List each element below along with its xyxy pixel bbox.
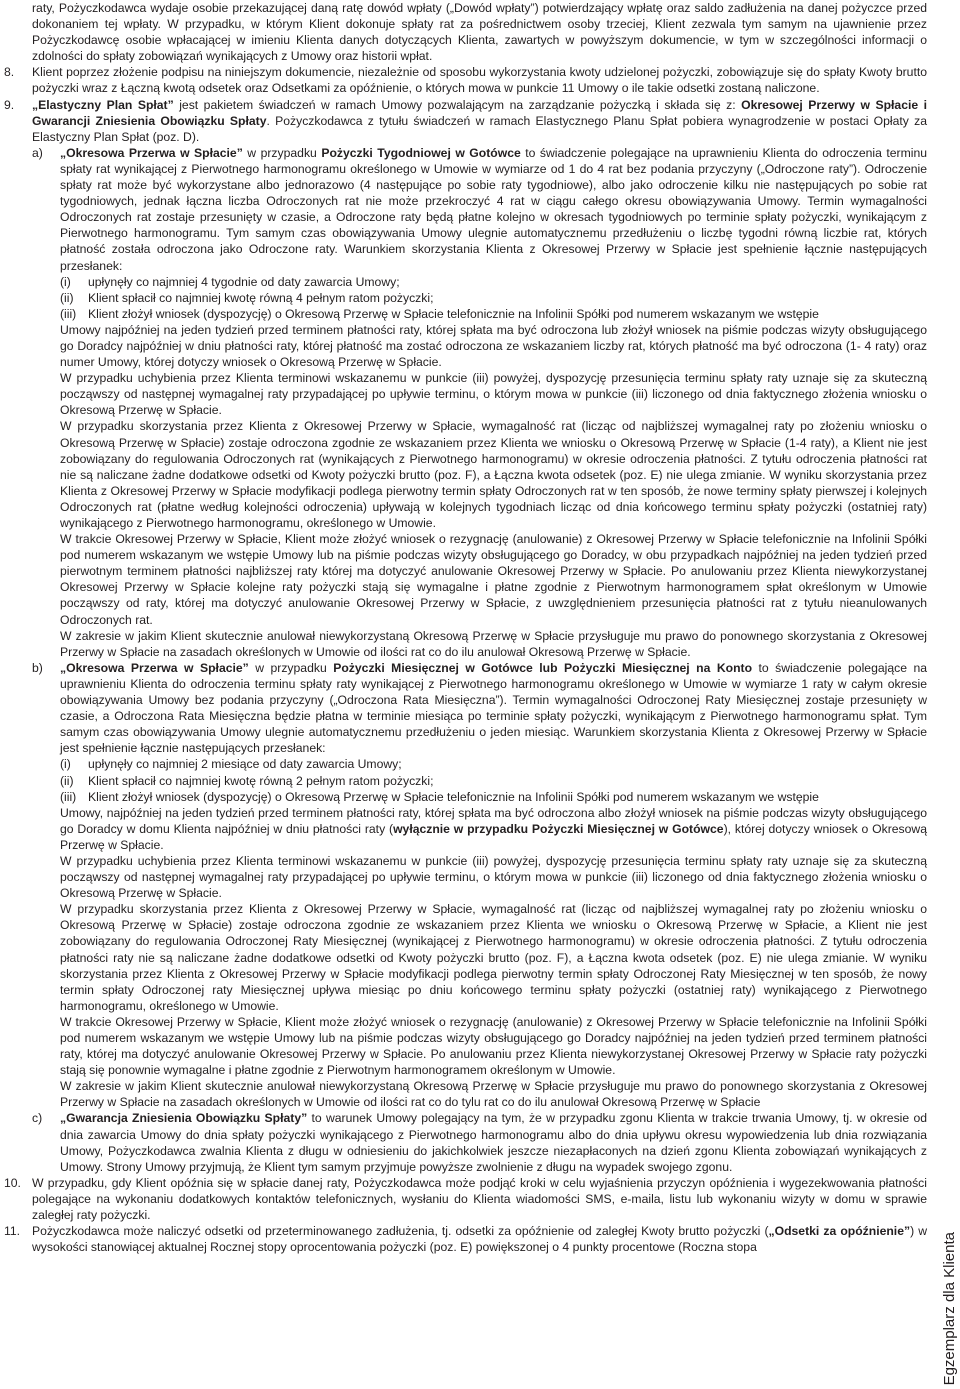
condition-text: Klient spłacił co najmniej kwotę równą 4 pełnym ratom pożyczki; — [88, 290, 434, 305]
text-span: to warunek Umowy polegający na tym, że w przypadku zgonu Klienta w trakcie trwania Umowy, tj. w okresie od dnia zawarcia Umowy do dnia spłaty pożyczki wynikającego z Pierwotnego harmonogramu albo do dnia upływu okresu wypowiedzenia lub dnia rozwiązania Umowy, Pożyczkodawca zwalnia Klienta z długu w odniesieniu do jakichkolwiek jeszcze niezapłaconych na dzień zgonu Klienta zobowiązań wynikających z Umowy. Strony Umowy przyjmują, że Klient tym samym przyjmuje powyższe zwolnienie z długu na wypadek swojego zgonu. — [60, 1111, 928, 1174]
section-b-paragraph: W przypadku uchybienia przez Klienta terminowi wskazanemu w punkcie (iii) powyżej, dyspozycję przesunięcia terminu spłaty raty uznaje się za skuteczną począwszy od następnej wymagalnej raty przypadającej po upływie terminu, o którym mowa w punkcie (iii) liczonego od dnia faktycznego złożenia wniosku o Okresową Przerwę w Spłacie. — [60, 853, 927, 901]
condition-text: upłynęły co najmniej 4 tygodnie od daty zawarcia Umowy; — [88, 274, 400, 289]
paragraph-9 — [4, 97, 927, 145]
condition-label: (ii) — [60, 290, 74, 305]
section-b-paragraph: W zakresie w jakim Klient skutecznie anulował niewykorzystaną Okresową Przerwę w Spłacie przysługuje mu prawo do ponownego skorzystania z Okresowej Przerwy w Spłacie na zasadach określonych w Umowie od ilości rat co do tylu rat co do ilu anulował Okresową Przerwę w Spłacie — [60, 1079, 927, 1110]
text-span: w przypadku — [248, 660, 334, 675]
condition-label: (ii) — [60, 773, 74, 788]
text-span: to świadczenie polegające na uprawnieniu Klienta do odroczenia terminu spłaty raty wynikającej z Pierwotnego harmonogramu określonego w Umowie w wymiarze 1 raty w całym okresie obowiązywania Umowy bez podania przyczyny („Odroczona Rata Miesięczna”). Termin wymagalności Odroczonej Raty Miesięcznej zostaje przesunięty w czasie, a Odroczona Rata Miesięczna będzie płatna w terminie miesiąca po terminie spłaty pożyczki, wynikającym z Pierwotnego harmonogramu spłat. Tym samym czas obowiązywania Umowy ulegnie automatycznemu przedłużeniu o jeden miesiąc. Warunkiem skorzystania Klienta z Okresowej Przerwy w Spłacie jest spełnienie łącznie następujących przesłanek: — [60, 660, 928, 756]
term-bold: Okresowej Przerwy w Spłacie i Gwarancji Zniesienia Obowiązku Spłaty — [32, 97, 928, 128]
term-bold: Pożyczki Miesięcznej w Gotówce lub Pożyczki Miesięcznej na Konto — [333, 660, 753, 675]
section-label: a) — [32, 145, 43, 160]
condition-iii — [4, 789, 927, 805]
condition-text: Klient złożył wniosek (dyspozycję) o Okresową Przerwę w Spłacie telefonicznie na Infolinii Spółki pod numerem wskazanym we wstępie — [88, 789, 819, 804]
condition-text: Klient spłacił co najmniej kwotę równą 2 pełnym ratom pożyczki; — [88, 773, 434, 788]
section-b — [4, 660, 927, 757]
section-text — [60, 1110, 927, 1174]
section-b-paragraph: W trakcie Okresowej Przerwy w Spłacie, Klient może złożyć wniosek o rezygnację (anulowanie) z Okresowej Przerwy w Spłacie telefonicznie na Infolinii Spółki pod numerem wskazanym we wstępie Umowy lub na piśmie podczas wizyty obsługującego go Doradcy najpóźniej na jeden tydzień przed terminem płatności raty, której ma dotyczyć anulowanie Okresowej Przerwy w Spłacie. Po anulowaniu przez Klienta niewykorzystanej Okresowej Przerwy w Spłacie raty pożyczki stają się ponownie wymagalne i płatne zgodnie z Pierwotnym harmonogramem określonym w Umowie. — [60, 1014, 927, 1078]
condition-i — [4, 274, 927, 290]
paragraph-number: 11. — [4, 1224, 21, 1239]
condition-iii — [4, 306, 927, 322]
paragraph-7-continuation: raty, Pożyczkodawca wydaje osobie przekazującej daną ratę dowód wpłaty („Dowód wpłaty”) potwierdzający wpłatę oraz saldo zadłużenia na danej pożyczce przed dokonaniem tej wpłaty. W przypadku, w którym Klient dokonuje spłaty rat za pośrednictwem osoby trzeciej, Klient zezwala tym samym na ujawnienie przez Pożyczkodawcę osobie wpłacającej w imieniu Klienta danych dotyczących Klienta, zawartych w powyższym dokumencie, w tym w szczególności informacji o zdolności do spłaty zobowiązań wynikających z Umowy oraz historii wpłat. — [32, 1, 927, 64]
paragraph-11 — [4, 1223, 927, 1255]
text-span: Umowy, najpóźniej na jeden tydzień przed terminem płatności raty, której spłata ma być odroczona albo złożył wniosek na piśmie podczas wizyty obsługującego go Doradcy w domu Klienta najpóźniej w dniu płatności raty ( — [60, 805, 927, 836]
condition-label: (i) — [60, 757, 71, 772]
paragraph-number: 10. — [4, 1175, 21, 1190]
section-label: c) — [32, 1111, 43, 1126]
condition-i — [4, 756, 927, 772]
paragraph-text: Klient poprzez złożenie podpisu na niniejszym dokumencie, niezależnie od sposobu wykorzystania kwoty udzielonej pożyczki, zobowiązuje się do spłaty Kwoty brutto pożyczki wraz z Łączną kwotą odsetek oraz Odsetkami za opóźnienie, o których mowa w punkcie 11 Umowy o ile takie odsetki zostaną naliczone. — [32, 65, 927, 96]
text-span: . Pożyczkodawca z tytułu świadczeń w ramach Elastycznego Planu Spłat pobiera wynagrodzenie w postaci Opłaty za Elastyczny Plan Spłat (poz. D). — [32, 113, 927, 144]
section-text — [60, 660, 927, 757]
side-label: Egzemplarz dla Klienta — [940, 1231, 958, 1385]
text-span: ), której dotyczy wniosek o Okresową Przerwę w Spłacie. — [60, 821, 927, 852]
section-label: b) — [32, 660, 43, 675]
paragraph-text — [32, 1223, 927, 1255]
section-a-paragraph: W przypadku skorzystania przez Klienta z Okresowej Przerwy w Spłacie, wymagalność rat (licząc od najbliższej wymagalnej raty po złożeniu wniosku o Okresową Przerwę w Spłacie) zostaje odroczona zgodnie ze wskazaniem przez Klienta we wniosku o Okresową Przerwę w Spłacie (1-4 raty), a Klient nie jest zobowiązany do regulowania Odroczonych rat (wynikających z Pierwotnego harmonogramu) w okresie odroczenia płatności. Z tytułu odroczenia płatności rat nie są naliczane żadne dodatkowe odsetki od Kwoty pożyczki brutto (poz. F), a Łączna kwota odsetek (poz. E) nie ulega zmianie. W wyniku skorzystania przez Klienta z Okresowej Przerwy w Spłacie modyfikacji podlega pierwotny termin spłaty Odroczonych rat w ten sposób, że nowe terminy spłaty pierwszej i kolejnych Odroczonych rat (płatne według kolejności odroczenia) upływają w kolejnych tygodniach licząc od dnia końcowego terminu spłaty pożyczki (ostatniej raty) wynikającego z Pierwotnego harmonogramu, określonego w Umowie. — [60, 419, 927, 530]
section-text — [60, 145, 927, 274]
section-a — [4, 145, 927, 274]
condition-iii-continuation — [4, 805, 927, 853]
section-a-paragraph: W zakresie w jakim Klient skutecznie anulował niewykorzystaną Okresową Przerwę w Spłacie przysługuje mu prawo do ponownego skorzystania z Okresowej Przerwy w Spłacie na zasadach określonych w Umowie od ilości rat co do ilu anulował Okresową Przerwę w Spłacie. — [60, 628, 927, 659]
term-bold: „Odsetki za opóźnienie” — [768, 1224, 911, 1239]
text-span: ) w wysokości stanowiącej aktualnej Rocznej stopy oprocentowania pożyczki (poz. E) powiększonej o 4 punkty procentowe (Roczna stopa — [32, 1224, 928, 1255]
section-b-paragraph: W przypadku skorzystania przez Klienta z Okresowej Przerwy w Spłacie, wymagalność rat (licząc od najbliższej wymagalnej raty po złożeniu wniosku o Okresową Przerwę w Spłacie) zostaje odroczona zgodnie ze wskazaniem przez Klienta we wniosku o Okresową Przerwę w Spłacie, a Klient nie jest zobowiązany do regulowania Odroczonej Raty Miesięcznej (wynikającej z Pierwotnego harmonogramu) w okresie odroczenia płatności. Z tytułu odroczenia płatności raty nie są naliczane żadne dodatkowe odsetki od Kwoty pożyczki brutto (poz. F), a Łączna kwota odsetek (poz. E) nie ulega zmianie. W wyniku skorzystania przez Klienta z Okresowej Przerwy w Spłacie modyfikacji podlega pierwotny termin spłaty Odroczonej Raty Miesięcznej w ten sposób, że nowy termin spłaty Odroczonej raty Miesięcznej upływa miesiąc po dniu końcowego terminu spłaty pożyczki (ostatniej raty) wynikającego z Pierwotnego harmonogramu, określonego w Umowie. — [60, 902, 927, 1013]
condition-iii-continuation: Umowy najpóźniej na jeden tydzień przed terminem płatności raty, której spłata ma być odroczona lub złożył wniosek na piśmie podczas wizyty obsługującego go Doradcy najpóźniej w dniu płatności raty, której płatność ma zostać odroczona ze wskazaniem liczby rat, których płatność ma być odroczona (1- 4 raty) oraz numer Umowy, której dotyczy wniosek o Okresową Przerwę w Spłacie. — [60, 322, 927, 370]
paragraph-text — [32, 97, 927, 145]
paragraph-number: 8. — [4, 65, 15, 80]
condition-label: (i) — [60, 274, 71, 289]
document-page — [4, 0, 927, 1255]
condition-ii — [4, 290, 927, 306]
text-span: w przypadku — [242, 145, 322, 160]
text-span: jest pakietem świadczeń w ramach Umowy pozwalającym na zarządzanie pożyczką i składa się z: — [173, 97, 742, 112]
condition-ii — [4, 773, 927, 789]
term-bold: wyłącznie w przypadku Pożyczki Miesięcznej w Gotówce — [393, 821, 724, 836]
condition-label: (iii) — [60, 306, 77, 321]
section-a-paragraph: W przypadku uchybienia przez Klienta terminowi wskazanemu w punkcie (iii) powyżej, dyspozycję przesunięcia terminu spłaty raty uznaje się za skuteczną począwszy od następnej wymagalnej raty przypadającej po upływie terminu, o którym mowa w punkcie (iii) liczonego od dnia faktycznego złożenia wniosku o Okresową Przerwę w Spłacie. — [60, 371, 927, 418]
term-bold: „Gwarancja Zniesienia Obowiązku Spłaty” — [60, 1111, 308, 1126]
condition-text: upłynęły co najmniej 2 miesiące od daty zawarcia Umowy; — [88, 757, 402, 772]
section-c — [4, 1110, 927, 1174]
term-bold: „Okresowa Przerwa w Spłacie” — [60, 145, 243, 160]
section-a-paragraph: W trakcie Okresowej Przerwy w Spłacie, Klient może złożyć wniosek o rezygnację (anulowanie) z Okresowej Przerwy w Spłacie telefonicznie na Infolinii Spółki pod numerem wskazanym we wstępie Umowy lub na piśmie podczas wizyty obsługującego go Doradcy, w obu przypadkach najpóźniej na jeden tydzień przed pierwotnym terminem płatności najbliższej raty której ma dotyczyć anulowanie Okresowej Przerwy w Spłacie. Po anulowaniu przez Klienta niewykorzystanej Okresowej Przerwy w Spłacie kolejne raty pożyczki stają się wymagalne i płatne zgodnie z Pierwotnym harmonogramem spłat określonym w Umowie począwszy od raty, której ma dotyczyć anulowanie Okresowej Przerwy w Spłacie, z uwzględnieniem przesunięcia płatności rat z tytułu nieanulowanych Odroczonych rat. — [60, 532, 927, 627]
term-bold: „Okresowa Przerwa w Spłacie” — [60, 660, 249, 675]
text-span: Pożyczkodawca może naliczyć odsetki od przeterminowanego zadłużenia, tj. odsetki za opóźnienie od zaległej Kwoty brutto pożyczki ( — [32, 1224, 769, 1239]
condition-label: (iii) — [60, 789, 77, 804]
condition-text: Klient złożył wniosek (dyspozycję) o Okresową Przerwę w Spłacie telefonicznie na Infolinii Spółki pod numerem wskazanym we wstępie — [88, 306, 819, 321]
text-span: to świadczenie polegające na uprawnieniu Klienta do odroczenia terminu spłaty rat wynikającej z Pierwotnego harmonogramu określonego w Umowie w wymiarze od 1 do 4 rat bez podania przyczyny („Odroczone raty”). Odroczenie spłaty rat może być wykorzystane albo jednorazowo (4 następujące po sobie raty tygodniowe), albo jako odroczenie kilku nie następujących po sobie rat tygodniowych, jednak łączna liczba Odroczonych rat nie może przekroczyć 4 rat w ciągu całego okresu obowiązywania Umowy. Termin wymagalności Odroczonych rat zostaje przesunięty w czasie, a Odroczone raty będą płatne kolejno w okresach tygodniowych po terminie spłaty pożyczki, wynikającym z Pierwotnego harmonogramu. Tym samym czas obowiązywania Umowy ulegnie automatycznemu przedłużeniu o liczbę tygodni równą liczbie rat, których płatność została odroczona jako Odroczone raty. Warunkiem skorzystania Klienta z Okresowej Przerwy w Spłacie jest spełnienie łącznie następujących przesłanek: — [60, 145, 927, 273]
paragraph-10 — [4, 1175, 927, 1223]
paragraph-text: W przypadku, gdy Klient opóźnia się w spłacie danej raty, Pożyczkodawca może podjąć kroki w celu wyjaśnienia przyczyn opóźnienia i wygezekwowania płatności polegające na wykonaniu dodatkowych kontaktów telefonicznych, wysłaniu do Klienta wiadomości SMS, e-maila, listu lub wykonaniu wizyty w domu w sprawie zaległej raty pożyczki. — [32, 1175, 927, 1223]
term-bold: Pożyczki Tygodniowej w Gotówce — [321, 145, 521, 160]
term-bold: „Elastyczny Plan Spłat” — [32, 97, 174, 112]
paragraph-number: 9. — [4, 97, 15, 112]
paragraph-8 — [4, 64, 927, 96]
